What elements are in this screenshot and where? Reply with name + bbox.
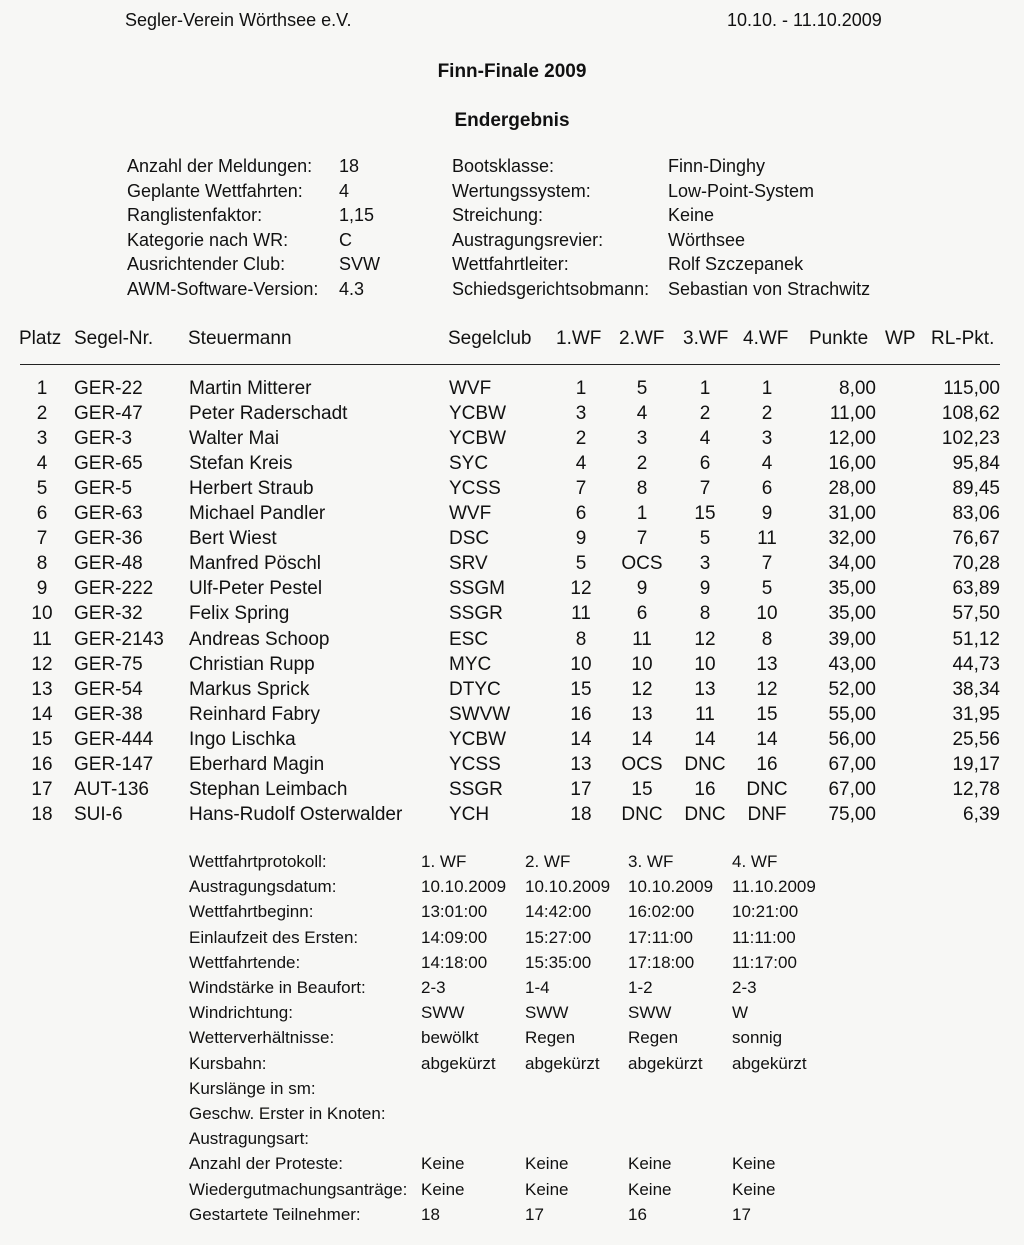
protocol-value: abgekürzt [628, 1053, 703, 1073]
cell-rank: 4 [36, 453, 48, 475]
cell-race-3: 14 [694, 728, 716, 750]
cell-ranking-points: 95,84 [952, 453, 1000, 475]
column-header: Steuermann [188, 328, 292, 349]
cell-sail-number: GER-22 [74, 378, 143, 399]
meta-label: Wettfahrtleiter: [452, 254, 569, 274]
protocol-value: 14:18:00 [421, 952, 488, 972]
protocol-value: 17 [525, 1204, 544, 1224]
protocol-value: 13:01:00 [421, 902, 488, 922]
protocol-value: 4. WF [732, 852, 778, 871]
protocol-value: sonnig [732, 1028, 783, 1048]
cell-points: 75,00 [828, 803, 876, 825]
protocol-value: Regen [525, 1028, 576, 1048]
cell-race-2: 11 [632, 628, 652, 650]
cell-sail-number: GER-54 [74, 678, 143, 700]
protocol-value: Keine [628, 1179, 672, 1199]
cell-club: YCBW [449, 403, 506, 425]
cell-race-3: 13 [694, 678, 716, 700]
protocol-value: Keine [732, 1179, 776, 1199]
protocol-label: Geschw. Erster in Knoten: [189, 1104, 386, 1123]
meta-value: C [339, 229, 352, 250]
column-header: 2.WF [619, 328, 665, 349]
meta-label: Austragungsrevier: [452, 229, 604, 250]
cell-race-1: 3 [575, 403, 587, 425]
protocol-value: 15:35:00 [525, 952, 592, 972]
protocol-label: Kursbahn: [189, 1053, 267, 1073]
cell-helmsman: Bert Wiest [189, 528, 277, 550]
cell-race-1: 15 [570, 678, 592, 700]
cell-sail-number: GER-36 [74, 528, 143, 550]
cell-helmsman: Stephan Leimbach [189, 778, 348, 800]
meta-value: 1,15 [339, 205, 375, 225]
cell-race-4: DNC [746, 778, 788, 800]
meta-label: Geplante Wettfahrten: [127, 180, 303, 201]
cell-club: SSGR [449, 603, 503, 625]
meta-label: Streichung: [452, 205, 544, 225]
cell-race-1: 7 [575, 478, 587, 500]
cell-race-1: 8 [575, 628, 587, 650]
protocol-value: 2-3 [421, 978, 446, 997]
cell-ranking-points: 57,50 [952, 603, 1000, 625]
cell-points: 28,00 [828, 478, 876, 500]
cell-race-4: 8 [761, 628, 773, 650]
protocol-label: Wettfahrtende: [189, 952, 301, 972]
cell-ranking-points: 25,56 [952, 728, 1000, 750]
cell-race-4: 1 [761, 378, 773, 399]
cell-points: 12,00 [828, 428, 876, 450]
cell-sail-number: GER-444 [74, 728, 154, 750]
cell-race-2: 6 [636, 603, 648, 625]
protocol-value: 17 [732, 1204, 751, 1224]
cell-points: 8,00 [839, 378, 876, 399]
cell-race-3: 7 [699, 478, 711, 500]
cell-points: 35,00 [828, 603, 876, 625]
meta-label: Ausrichtender Club: [127, 254, 286, 274]
cell-ranking-points: 102,23 [941, 428, 1000, 450]
cell-race-2: 15 [631, 778, 653, 800]
meta-value: Rolf Szczepanek [668, 254, 804, 274]
protocol-value: SWW [421, 1003, 465, 1023]
cell-club: WVF [449, 378, 492, 399]
protocol-value: 1-4 [525, 978, 550, 997]
cell-race-2: 9 [636, 578, 648, 600]
cell-rank: 18 [31, 803, 53, 825]
cell-race-1: 9 [575, 528, 587, 550]
protocol-value: Regen [628, 1028, 679, 1048]
cell-rank: 7 [36, 528, 48, 550]
cell-sail-number: GER-147 [74, 753, 154, 775]
cell-race-2: 4 [636, 403, 648, 425]
cell-race-3: 1 [699, 378, 711, 399]
cell-sail-number: AUT-136 [74, 778, 149, 800]
cell-race-4: 13 [756, 653, 778, 675]
cell-club: ESC [449, 628, 489, 650]
cell-helmsman: Reinhard Fabry [189, 703, 320, 725]
cell-rank: 15 [31, 728, 53, 750]
cell-helmsman: Eberhard Magin [189, 753, 325, 775]
cell-club: YCSS [449, 478, 501, 500]
protocol-value: 1. WF [421, 852, 467, 871]
cell-points: 34,00 [828, 553, 876, 575]
protocol-value: 10:21:00 [732, 902, 799, 922]
cell-race-4: 14 [756, 728, 778, 750]
cell-helmsman: Felix Spring [189, 603, 290, 625]
meta-value: Finn-Dinghy [668, 156, 766, 176]
cell-race-1: 1 [575, 378, 587, 399]
cell-points: 32,00 [828, 528, 876, 550]
cell-points: 35,00 [828, 578, 876, 600]
cell-race-2: OCS [621, 553, 663, 575]
cell-race-2: 2 [636, 453, 648, 475]
cell-sail-number: GER-65 [74, 453, 143, 475]
protocol-label: Austragungsart: [189, 1129, 310, 1149]
cell-race-4: 10 [756, 603, 778, 625]
protocol-value: 17:11:00 [628, 927, 693, 947]
protocol-value: Keine [421, 1179, 465, 1199]
protocol-value: SWW [525, 1003, 569, 1023]
protocol-label: Kurslänge in sm: [189, 1078, 316, 1098]
cell-race-2: 1 [636, 503, 648, 525]
column-header: 3.WF [683, 328, 729, 349]
cell-sail-number: GER-2143 [74, 628, 164, 650]
cell-club: SYC [449, 453, 489, 475]
cell-rank: 8 [36, 553, 48, 575]
cell-race-1: 4 [575, 453, 587, 475]
column-header: Segelclub [448, 328, 532, 349]
cell-race-1: 5 [575, 553, 587, 575]
cell-race-2: 3 [636, 428, 648, 450]
cell-helmsman: Martin Mitterer [189, 378, 312, 399]
cell-sail-number: GER-48 [74, 553, 143, 575]
protocol-label: Wiedergutmachungsanträge: [189, 1179, 408, 1199]
cell-sail-number: SUI-6 [74, 803, 123, 825]
cell-sail-number: GER-47 [74, 403, 143, 425]
cell-race-1: 17 [570, 778, 592, 800]
cell-race-4: 15 [756, 703, 778, 725]
cell-race-4: 9 [761, 503, 773, 525]
protocol-value: Keine [732, 1154, 776, 1174]
protocol-value: 10.10.2009 [525, 877, 611, 897]
cell-club: YCBW [449, 428, 506, 450]
cell-race-3: 16 [694, 778, 716, 800]
cell-ranking-points: 12,78 [952, 778, 1000, 800]
column-header: Segel-Nr. [74, 328, 154, 349]
cell-race-2: 5 [636, 378, 648, 399]
meta-label: Kategorie nach WR: [127, 229, 289, 250]
cell-race-4: 3 [761, 428, 773, 450]
cell-helmsman: Stefan Kreis [189, 453, 293, 475]
meta-value: 4.3 [339, 278, 365, 299]
protocol-label: Wetterverhältnisse: [189, 1028, 335, 1048]
cell-points: 67,00 [828, 778, 876, 800]
protocol-value: 16 [628, 1204, 647, 1224]
protocol-value: 11:11:00 [732, 927, 796, 947]
protocol-value: 17:18:00 [628, 952, 695, 972]
cell-race-1: 13 [570, 753, 592, 775]
cell-club: SSGR [449, 778, 503, 800]
cell-ranking-points: 38,34 [952, 678, 1000, 700]
protocol-value: 2-3 [732, 978, 757, 997]
protocol-value: 14:42:00 [525, 902, 592, 922]
protocol-value: 18 [421, 1204, 440, 1224]
cell-ranking-points: 6,39 [963, 803, 1000, 825]
protocol-value: SWW [628, 1003, 672, 1023]
club-name: Segler-Verein Wörthsee e.V. [125, 10, 352, 30]
cell-club: DTYC [449, 678, 501, 700]
cell-race-2: 14 [631, 728, 653, 750]
cell-race-2: 10 [631, 653, 653, 675]
cell-rank: 13 [31, 678, 53, 700]
cell-race-4: 6 [761, 478, 773, 500]
cell-race-3: 9 [699, 578, 711, 600]
cell-sail-number: GER-32 [74, 603, 143, 625]
cell-helmsman: Walter Mai [189, 428, 280, 450]
cell-race-4: 4 [761, 453, 773, 475]
cell-race-2: 12 [631, 678, 653, 700]
meta-value: Sebastian von Strachwitz [668, 278, 871, 299]
cell-ranking-points: 83,06 [952, 503, 1000, 525]
cell-points: 31,00 [828, 503, 876, 525]
meta-value: Low-Point-System [668, 180, 815, 201]
cell-rank: 1 [36, 378, 48, 399]
cell-rank: 5 [36, 478, 48, 500]
cell-race-1: 2 [575, 428, 587, 450]
cell-points: 56,00 [828, 728, 876, 750]
cell-helmsman: Peter Raderschadt [189, 403, 348, 425]
cell-sail-number: GER-75 [74, 653, 143, 675]
cell-rank: 10 [31, 603, 53, 625]
protocol-value: abgekürzt [421, 1053, 496, 1073]
cell-rank: 14 [31, 703, 53, 725]
cell-race-2: DNC [621, 803, 663, 825]
protocol-value: 2. WF [525, 852, 571, 871]
cell-race-3: 3 [699, 553, 711, 575]
meta-value: SVW [339, 254, 381, 274]
cell-race-3: 11 [695, 703, 715, 725]
cell-club: YCSS [449, 753, 501, 775]
cell-rank: 16 [31, 753, 53, 775]
meta-value: Keine [668, 205, 715, 225]
cell-club: SRV [449, 553, 488, 575]
cell-club: YCBW [449, 728, 506, 750]
protocol-value: 1-2 [628, 978, 653, 997]
protocol-value: 15:27:00 [525, 927, 592, 947]
cell-race-4: 5 [761, 578, 773, 600]
cell-club: SWVW [449, 703, 511, 725]
cell-sail-number: GER-3 [74, 428, 133, 450]
cell-ranking-points: 31,95 [952, 703, 1000, 725]
protocol-value: 11:17:00 [732, 952, 797, 972]
cell-helmsman: Christian Rupp [189, 653, 315, 675]
cell-race-2: 13 [631, 703, 653, 725]
column-header: Platz [19, 328, 62, 349]
protocol-value: 10.10.2009 [628, 877, 714, 897]
meta-label: Anzahl der Meldungen: [127, 156, 313, 176]
cell-points: 52,00 [828, 678, 876, 700]
cell-race-3: 5 [699, 528, 711, 550]
meta-label: Bootsklasse: [452, 156, 555, 176]
cell-race-4: 2 [761, 403, 773, 425]
protocol-value: Keine [628, 1154, 672, 1174]
cell-points: 11,00 [829, 403, 876, 425]
cell-race-4: DNF [747, 803, 787, 825]
meta-label: Wertungssystem: [452, 180, 591, 201]
column-header: 1.WF [556, 328, 602, 349]
protocol-label: Austragungsdatum: [189, 877, 337, 897]
cell-helmsman: Markus Sprick [189, 678, 310, 700]
cell-race-3: 12 [694, 628, 716, 650]
cell-helmsman: Andreas Schoop [189, 628, 330, 650]
meta-label: AWM-Software-Version: [127, 278, 319, 299]
cell-race-3: 8 [699, 603, 711, 625]
cell-race-3: 2 [699, 403, 711, 425]
protocol-value: Keine [421, 1154, 465, 1174]
meta-value: 18 [339, 156, 360, 176]
cell-race-1: 11 [571, 603, 591, 625]
protocol-label: Einlaufzeit des Ersten: [189, 927, 359, 947]
cell-points: 39,00 [828, 628, 876, 650]
cell-race-3: 10 [694, 653, 716, 675]
column-header: RL-Pkt. [931, 328, 995, 349]
event-date: 10.10. - 11.10.2009 [727, 10, 882, 30]
protocol-value: bewölkt [421, 1028, 479, 1048]
protocol-value: Keine [525, 1179, 569, 1199]
document-subtitle: Endergebnis [454, 110, 570, 131]
cell-race-1: 18 [570, 803, 592, 825]
cell-helmsman: Ingo Lischka [189, 728, 296, 750]
cell-ranking-points: 70,28 [952, 553, 1000, 575]
cell-race-1: 6 [575, 503, 587, 525]
protocol-value: abgekürzt [525, 1053, 600, 1073]
protocol-value: 14:09:00 [421, 927, 488, 947]
cell-ranking-points: 89,45 [952, 478, 1000, 500]
cell-points: 16,00 [828, 453, 876, 475]
protocol-value: Keine [525, 1154, 569, 1174]
cell-helmsman: Manfred Pöschl [189, 553, 322, 575]
cell-rank: 9 [36, 578, 48, 600]
cell-race-3: 6 [699, 453, 711, 475]
meta-label: Schiedsgerichtsobmann: [452, 278, 650, 299]
cell-race-2: OCS [621, 753, 663, 775]
cell-club: DSC [449, 528, 490, 550]
cell-race-1: 12 [570, 578, 592, 600]
cell-ranking-points: 63,89 [952, 578, 1000, 600]
header-rule [20, 364, 1000, 365]
cell-rank: 11 [32, 628, 52, 650]
column-header: 4.WF [743, 328, 789, 349]
meta-value: 4 [339, 180, 350, 201]
cell-race-3: DNC [684, 803, 726, 825]
cell-club: SSGM [449, 578, 505, 600]
cell-rank: 2 [36, 403, 48, 425]
protocol-label: Windrichtung: [189, 1003, 293, 1023]
protocol-label: Anzahl der Proteste: [189, 1154, 344, 1174]
protocol-value: abgekürzt [732, 1053, 807, 1073]
protocol-label: Wettfahrtprotokoll: [189, 852, 327, 871]
cell-points: 55,00 [828, 703, 876, 725]
protocol-label: Windstärke in Beaufort: [189, 978, 366, 997]
cell-ranking-points: 76,67 [952, 528, 1000, 550]
cell-race-3: 15 [694, 503, 716, 525]
cell-race-1: 16 [570, 703, 592, 725]
protocol-value: 11.10.2009 [732, 877, 816, 897]
cell-sail-number: GER-5 [74, 478, 133, 500]
cell-ranking-points: 44,73 [952, 653, 1000, 675]
cell-helmsman: Hans-Rudolf Osterwalder [189, 803, 403, 825]
cell-sail-number: GER-38 [74, 703, 143, 725]
cell-ranking-points: 108,62 [941, 403, 1000, 425]
cell-race-4: 16 [756, 753, 778, 775]
cell-rank: 12 [31, 653, 53, 675]
cell-rank: 17 [31, 778, 53, 800]
cell-race-4: 11 [757, 528, 777, 550]
protocol-value: 16:02:00 [628, 902, 695, 922]
cell-ranking-points: 115,00 [943, 378, 1000, 399]
document-title: Finn-Finale 2009 [437, 61, 587, 82]
cell-race-1: 10 [570, 653, 592, 675]
cell-rank: 6 [36, 503, 48, 525]
protocol-value: 3. WF [628, 852, 674, 871]
cell-helmsman: Herbert Straub [189, 478, 314, 500]
protocol-value: W [732, 1003, 749, 1023]
cell-helmsman: Ulf-Peter Pestel [189, 578, 323, 600]
cell-sail-number: GER-222 [74, 578, 154, 600]
cell-ranking-points: 51,12 [952, 628, 1000, 650]
column-header: WP [885, 328, 916, 349]
cell-sail-number: GER-63 [74, 503, 143, 525]
cell-race-4: 12 [756, 678, 778, 700]
cell-race-4: 7 [761, 553, 773, 575]
cell-race-2: 8 [636, 478, 648, 500]
protocol-value: 10.10.2009 [421, 877, 507, 897]
meta-label: Ranglistenfaktor: [127, 205, 263, 225]
cell-race-3: DNC [684, 753, 726, 775]
cell-race-1: 14 [570, 728, 592, 750]
cell-points: 43,00 [828, 653, 876, 675]
cell-rank: 3 [36, 428, 48, 450]
cell-ranking-points: 19,17 [952, 753, 1000, 775]
cell-helmsman: Michael Pandler [189, 503, 326, 525]
meta-value: Wörthsee [668, 229, 746, 250]
cell-club: MYC [449, 653, 492, 675]
cell-race-2: 7 [636, 528, 648, 550]
cell-points: 67,00 [828, 753, 876, 775]
column-header: Punkte [809, 328, 869, 349]
cell-race-3: 4 [699, 428, 711, 450]
cell-club: YCH [449, 803, 490, 825]
protocol-label: Gestartete Teilnehmer: [189, 1204, 361, 1224]
cell-club: WVF [449, 503, 492, 525]
protocol-label: Wettfahrtbeginn: [189, 902, 314, 922]
